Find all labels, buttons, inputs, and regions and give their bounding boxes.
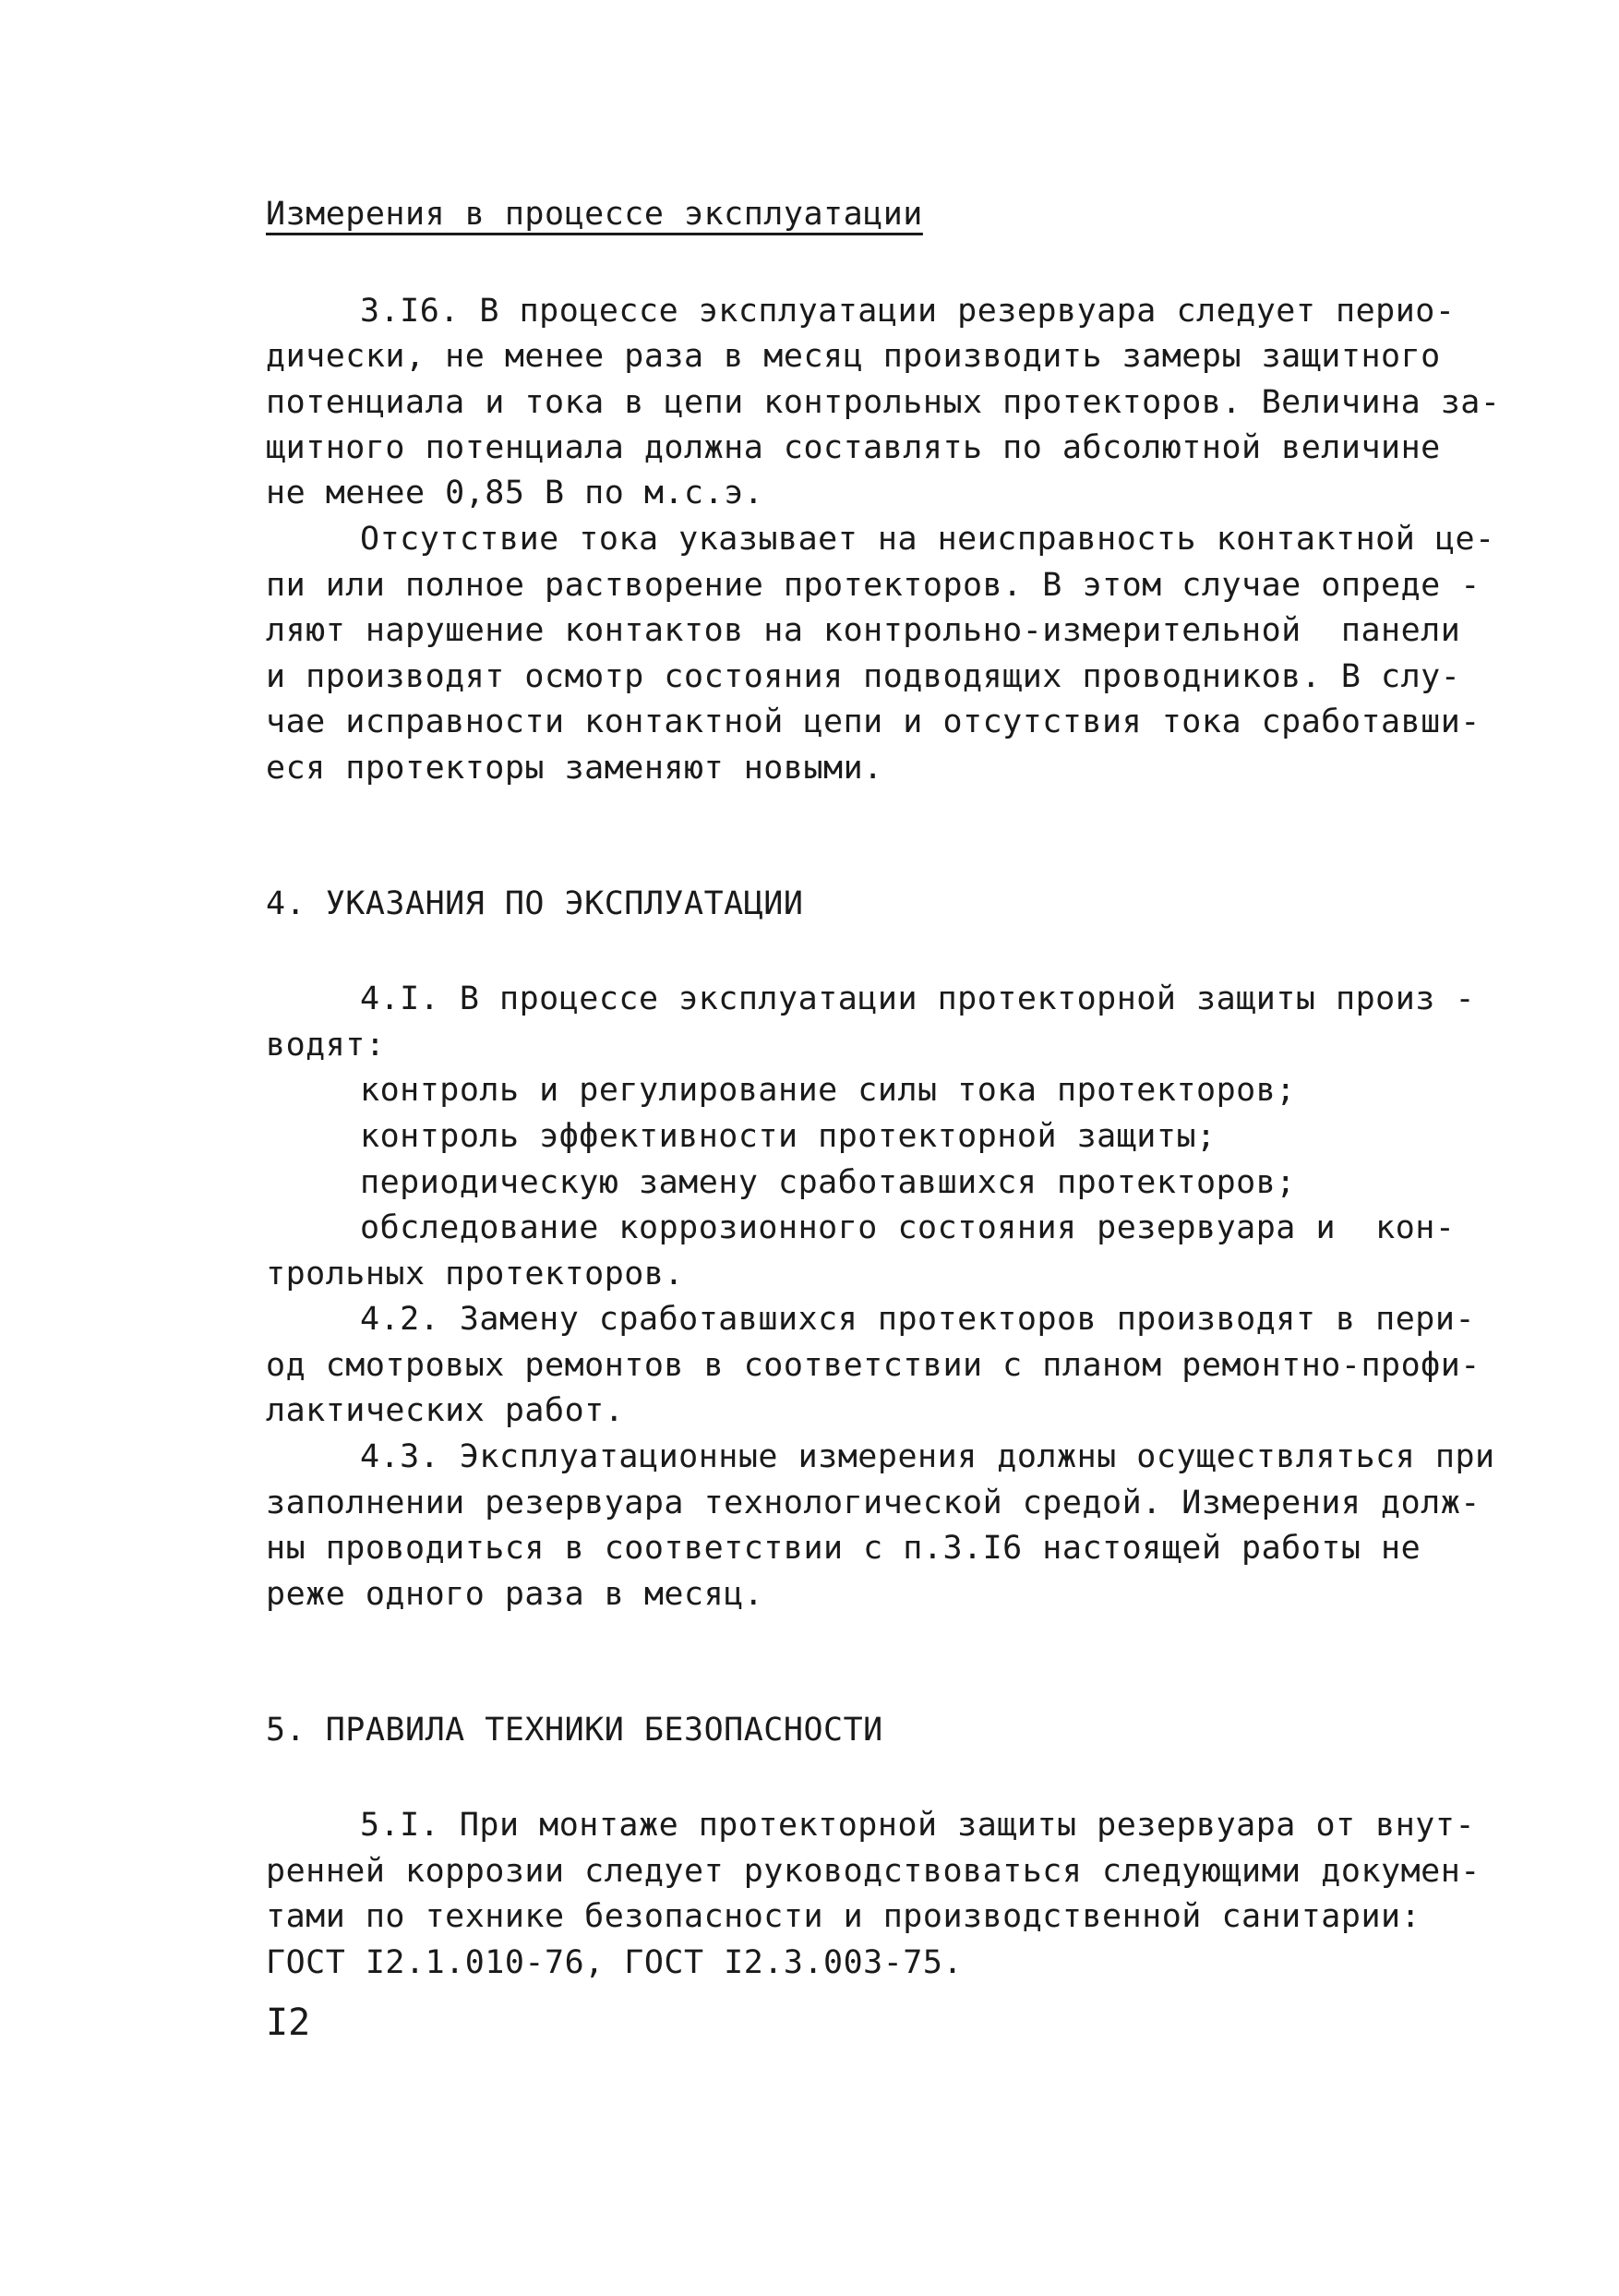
text-line: 4.I. В процессе эксплуатации протекторной защиты произ - xyxy=(360,980,1476,1017)
text-line: щитного потенциала должна составлять по абсолютной величине xyxy=(266,429,1441,466)
list-item: обследование коррозионного состояния резервуара и кон- xyxy=(360,1209,1456,1246)
text-line: чае исправности контактной цепи и отсутствия тока сработавши- xyxy=(266,703,1481,740)
text-line: 4.2. Замену сработавшихся протекторов производят в пери- xyxy=(360,1301,1476,1338)
list-item-continuation: трольных протекторов. xyxy=(266,1256,685,1292)
text-line: пи или полное растворение протекторов. В этом случае опреде - xyxy=(266,567,1481,604)
page-number: I2 xyxy=(266,2001,311,2044)
text-line: тами по технике безопасности и производственной санитарии: xyxy=(266,1898,1421,1935)
text-line: не менее 0,85 В по м.с.э. xyxy=(266,475,764,511)
section-5-heading: 5. ПРАВИЛА ТЕХНИКИ БЕЗОПАСНОСТИ xyxy=(266,1712,883,1749)
text-line: 3.I6. В процессе эксплуатации резервуара следует перио- xyxy=(360,293,1456,330)
text-line: и производят осмотр состояния подводящих проводников. В слу- xyxy=(266,658,1461,695)
text-line: Отсутствие тока указывает на неисправность контактной це- xyxy=(360,521,1495,558)
text-line: реже одного раза в месяц. xyxy=(266,1576,764,1613)
text-line: 4.3. Эксплуатационные измерения должны осуществляться при xyxy=(360,1438,1495,1475)
text-line: ны проводиться в соответствии с п.3.I6 настоящей работы не xyxy=(266,1530,1421,1567)
text-line: лактических работ. xyxy=(266,1392,625,1429)
text-line: ГОСТ I2.1.010-76, ГОСТ I2.3.003-75. xyxy=(266,1944,964,1981)
text-line: ренней коррозии следует руководствоваться следующими докумен- xyxy=(266,1853,1481,1890)
section-4-heading: 4. УКАЗАНИЯ ПО ЭКСПЛУАТАЦИИ xyxy=(266,885,804,922)
text-line: дически, не менее раза в месяц производить замеры защитного xyxy=(266,338,1441,375)
text-line: еся протекторы заменяют новыми. xyxy=(266,750,883,787)
list-item: контроль и регулирование силы тока протекторов; xyxy=(360,1072,1296,1109)
text-line: од смотровых ремонтов в соответствии с планом ремонтно-профи- xyxy=(266,1347,1481,1384)
text-line: 5.I. При монтаже протекторной защиты резервуара от внут- xyxy=(360,1807,1476,1844)
text-line: потенциала и тока в цепи контрольных протекторов. Величина за- xyxy=(266,384,1501,421)
text-line: ляют нарушение контактов на контрольно-измерительной панели xyxy=(266,612,1461,649)
text-line: заполнении резервуара технологической средой. Измерения долж- xyxy=(266,1485,1481,1521)
list-item: периодическую замену сработавшихся протекторов; xyxy=(360,1164,1296,1201)
list-item: контроль эффективности протекторной защиты; xyxy=(360,1118,1217,1155)
text-line: водят: xyxy=(266,1027,386,1064)
subheading: Измерения в процессе эксплуатации xyxy=(266,196,923,233)
